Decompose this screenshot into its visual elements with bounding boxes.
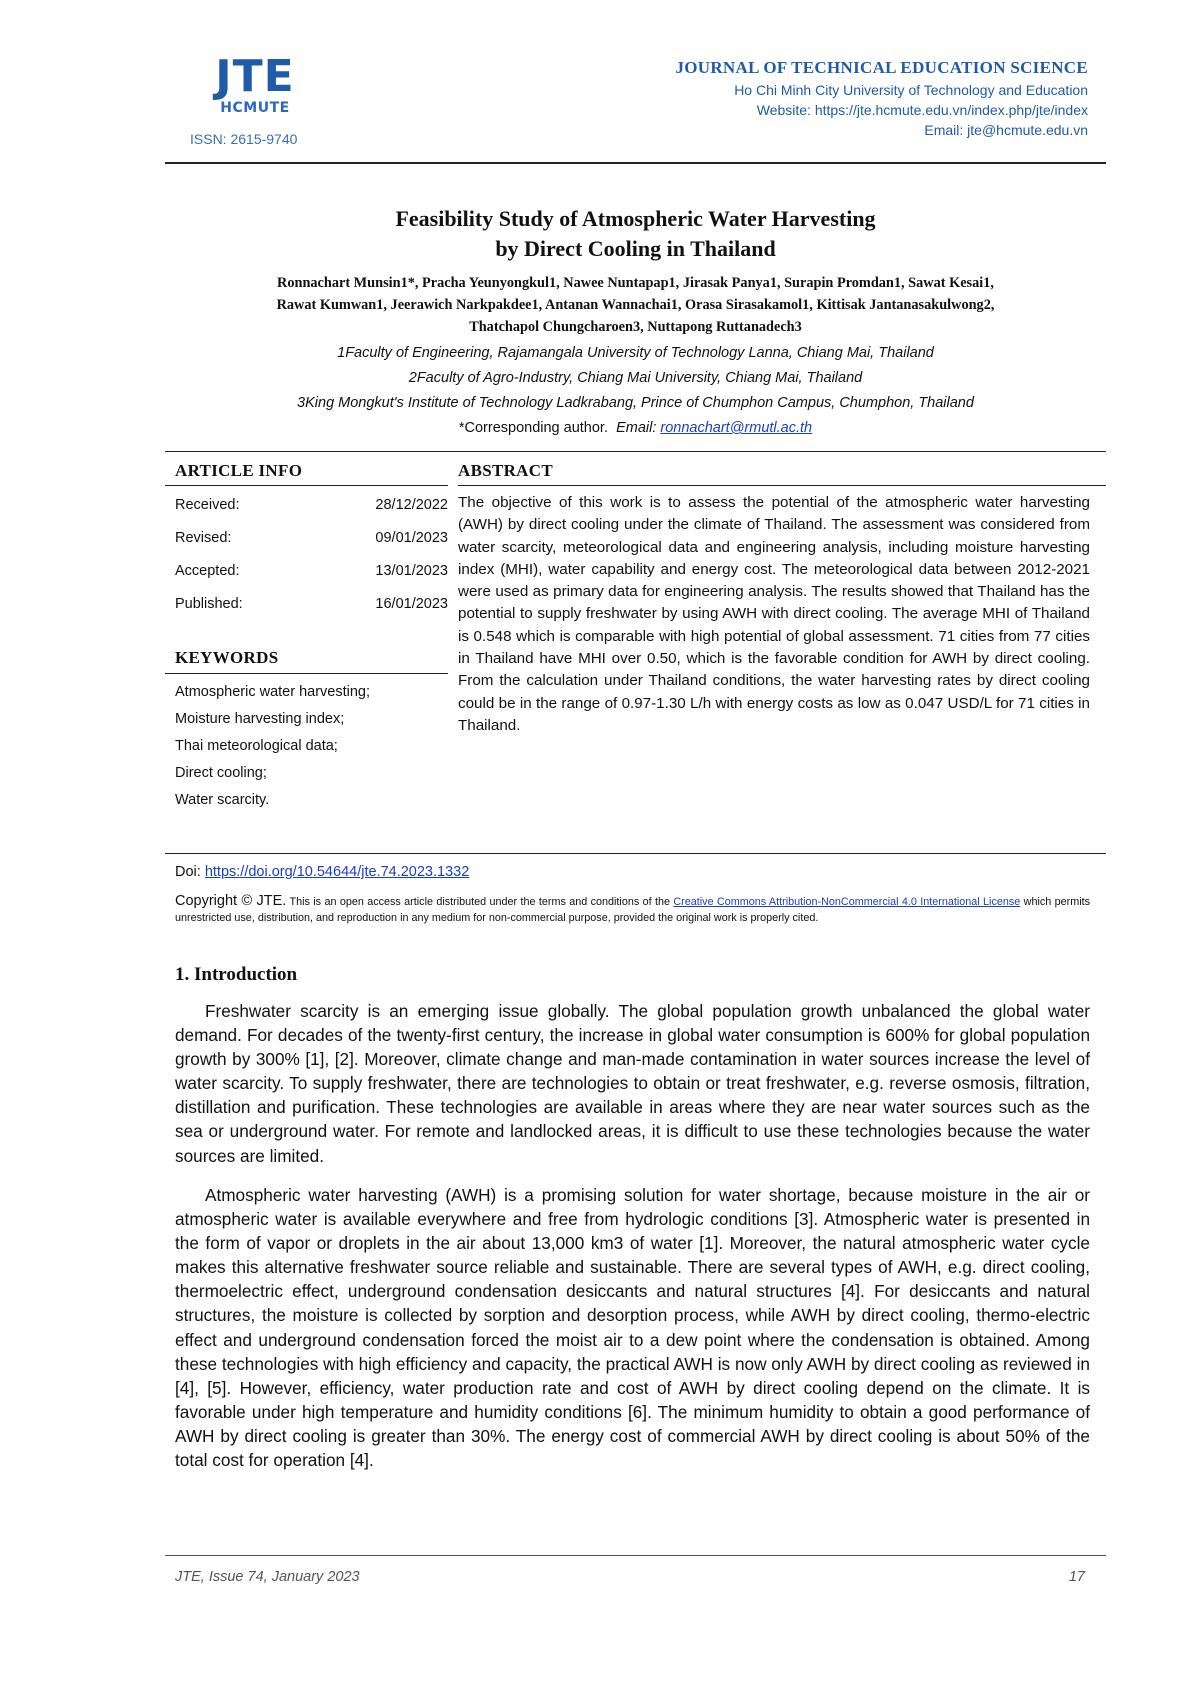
abstract-rule bbox=[458, 485, 1106, 486]
issn: ISSN: 2615-9740 bbox=[190, 131, 298, 147]
header-divider bbox=[165, 162, 1106, 164]
received-row bbox=[175, 497, 448, 513]
affiliation-3: 3King Mongkut's Institute of Technology Ladkrabang, Prince of Chumphon Campus, Chumphon, Thailand bbox=[297, 395, 974, 411]
affiliation-1: 1Faculty of Engineering, Rajamangala University of Technology Lanna, Chiang Mai, Thailand bbox=[337, 345, 934, 361]
author-list bbox=[175, 272, 1096, 338]
revised-row bbox=[175, 530, 448, 546]
received-label: Received: bbox=[175, 497, 240, 513]
authors-line-3: Thatchapol Chungcharoen3, Nuttapong Ruttanadech3 bbox=[469, 319, 802, 335]
paper-title bbox=[165, 204, 1106, 264]
title-line-2: by Direct Cooling in Thailand bbox=[495, 236, 776, 261]
doi-line bbox=[175, 864, 469, 880]
abstract-heading: ABSTRACT bbox=[458, 461, 553, 480]
affiliation-2: 2Faculty of Agro-Industry, Chiang Mai University, Chiang Mai, Thailand bbox=[408, 370, 863, 386]
doi-link[interactable]: https://doi.org/10.54644/jte.74.2023.1332 bbox=[204, 864, 470, 880]
accepted-row bbox=[175, 563, 448, 579]
corresponding-email-link[interactable]: ronnachart@rmutl.ac.th bbox=[660, 420, 813, 436]
footer-rule bbox=[165, 1555, 1106, 1556]
copyright-lead: Copyright © JTE. bbox=[175, 893, 287, 909]
published-label: Published: bbox=[175, 596, 243, 612]
keyword-item: Atmospheric water harvesting; bbox=[175, 684, 371, 700]
page-number: 17 bbox=[1068, 1569, 1085, 1585]
published-date: 16/01/2023 bbox=[375, 596, 448, 612]
copyright-text-1: This is an open access article distributed under the terms and conditions of the bbox=[289, 896, 670, 908]
intro-paragraph-2: Atmospheric water harvesting (AWH) is a promising solution for water shortage, because moisture in the air or atmospheric water is available everywhere and free from hydrologic conditions [3]. Atmospheric water is presented in the form of vapor or droplets in the air about 13,000 km3 of water [1]. Moreover, the natural atmospheric water cycle makes this alternative freshwater source reliable and sustainable. There are several types of AWH, e.g. direct cooling, thermoelectric effect, underground condensation desiccants and natural structures [4]. For desiccants and natural structures, the moisture is collected by sorption and desorption process, while AWH by direct cooling, thermo-electric effect and underground condensation forced the moist air to a dew point where the condensation is obtained. Among these technologies with high efficiency and capacity, the practical AWH is now only AWH by direct cooling as reviewed in [4], [5]. However, efficiency, water production rate and cost of AWH by direct cooling depend on the climate. It is favorable under high temperature and humidity conditions [6]. The minimum humidity to obtain a good performance of AWH by direct cooling is greater than 30%. The energy cost of commercial AWH by direct cooling is about 50% of the total cost for operation [4]. bbox=[175, 1185, 1090, 1471]
doi-top-rule bbox=[165, 853, 1106, 854]
keywords-rule bbox=[165, 673, 448, 674]
email-label: Email: bbox=[616, 420, 657, 436]
footer-issue: JTE, Issue 74, January 2023 bbox=[175, 1569, 360, 1585]
university-name: Ho Chi Minh City University of Technology and Education bbox=[734, 82, 1088, 98]
logo-subtext: HCMUTE bbox=[220, 100, 290, 116]
keyword-item: Direct cooling; bbox=[175, 765, 267, 781]
accepted-date: 13/01/2023 bbox=[375, 563, 448, 579]
journal-name: JOURNAL OF TECHNICAL EDUCATION SCIENCE bbox=[675, 58, 1088, 77]
keywords-heading: KEYWORDS bbox=[175, 648, 279, 667]
keyword-item: Water scarcity. bbox=[175, 792, 270, 808]
corresponding-label: *Corresponding author. bbox=[458, 420, 608, 436]
intro-paragraph-1: Freshwater scarcity is an emerging issue globally. The global population growth unbalanced the global water demand. For decades of the twenty-first century, the increase in global water consumption is 600% for global population growth by 300% [1], [2]. Moreover, climate change and man-made contamination in water sources increase the level of water scarcity. To supply freshwater, there are technologies to obtain or treat freshwater, e.g. reverse osmosis, filtration, distillation and purification. These technologies are available in areas where they are near water sources such as the sea or underground water. For remote and landlocked areas, it is difficult to use these technologies because the water sources are limited. bbox=[175, 1001, 1090, 1166]
journal-logo bbox=[210, 51, 300, 116]
info-top-rule bbox=[165, 451, 1106, 452]
corresponding-author bbox=[165, 420, 1106, 436]
article-info-rule bbox=[165, 485, 448, 486]
license-link[interactable]: Creative Commons Attribution-NonCommercial 4.0 International License bbox=[673, 896, 1021, 908]
revised-date: 09/01/2023 bbox=[375, 530, 448, 546]
doi-label: Doi: bbox=[175, 864, 201, 880]
copyright-text-2: which permits unrestricted use, distribution, and reproduction in any medium for non-commercial purpose, provided the original work is properly cited. bbox=[175, 896, 1091, 924]
published-row bbox=[175, 596, 448, 612]
journal-header bbox=[675, 58, 1088, 138]
abstract-text: The objective of this work is to assess the potential of the atmospheric water harvesting (AWH) by direct cooling under the climate of Thailand. The assessment was considered from water scarcity, meteorological data and engineering analysis, including moisture harvesting index (MHI), water capability and energy cost. The meteorological data between 2012-2021 were used as primary data for engineering analysis. The results showed that Thailand has the potential to supply freshwater by using AWH with direct cooling. The average MHI of Thailand is 0.548 which is comparable with high potential of global assessment. 71 cities from 77 cities in Thailand have MHI over 0.50, which is the favorable condition for AWH by direct cooling. From the calculation under Thailand conditions, the water harvesting rates by direct cooling could be in the range of 0.97-1.30 L/h with energy costs as low as 0.047 USD/L for 71 cities in Thailand. bbox=[458, 494, 1090, 734]
accepted-label: Accepted: bbox=[175, 563, 240, 579]
keyword-item: Thai meteorological data; bbox=[175, 738, 338, 754]
article-info-heading: ARTICLE INFO bbox=[175, 461, 303, 480]
authors-line-1: Ronnachart Munsin1*, Pracha Yeunyongkul1, Nawee Nuntapap1, Jirasak Panya1, Surapin Promdan1, Sawat Kesai1, bbox=[277, 275, 994, 291]
section-heading-introduction: 1. Introduction bbox=[175, 964, 298, 985]
authors-line-2: Rawat Kumwan1, Jeerawich Narkpakdee1, Antanan Wannachai1, Orasa Sirasakamol1, Kittisak Jantanasakulwong2, bbox=[276, 297, 995, 313]
keyword-item: Moisture harvesting index; bbox=[175, 711, 345, 727]
received-date: 28/12/2022 bbox=[375, 497, 448, 513]
logo-text: JTE bbox=[215, 51, 295, 102]
title-line-1: Feasibility Study of Atmospheric Water Harvesting bbox=[395, 206, 876, 231]
journal-email[interactable]: Email: jte@hcmute.edu.vn bbox=[924, 122, 1088, 138]
copyright-notice bbox=[175, 893, 1090, 926]
revised-label: Revised: bbox=[175, 530, 232, 546]
journal-website[interactable]: Website: https://jte.hcmute.edu.vn/index.php/jte/index bbox=[756, 102, 1088, 118]
